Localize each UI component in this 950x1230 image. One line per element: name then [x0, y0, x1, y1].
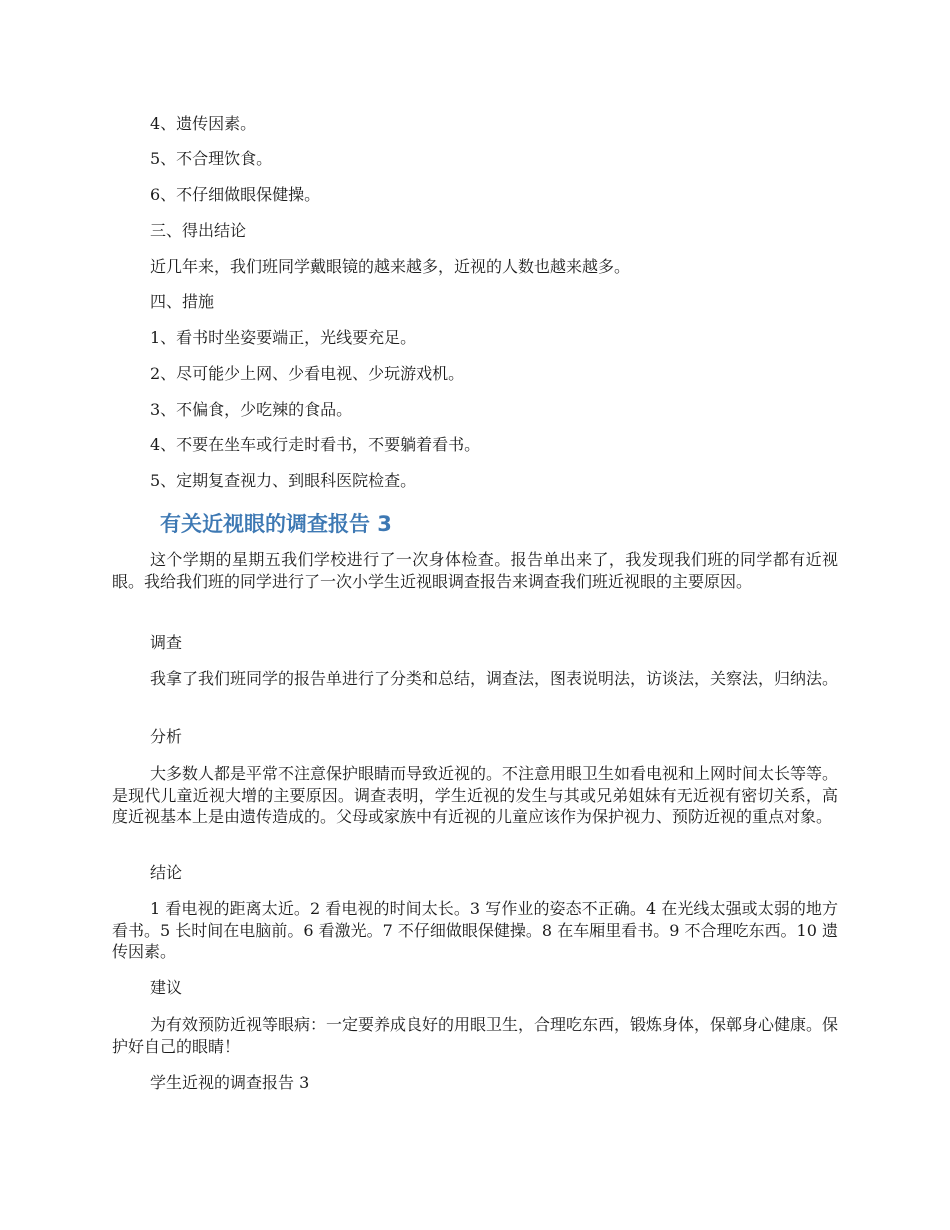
analysis-heading: 分析 [150, 727, 183, 746]
measure-item-2: 2、尽可能少上网、少看电视、少玩游戏机。 [150, 364, 465, 383]
survey-paragraph: 我拿了我们班同学的报告单进行了分类和总结，调查法，图表说明法，访谈法，关察法，归纳法。 [150, 669, 839, 688]
conclusion-statement: 近几年来，我们班同学戴眼镜的越来越多，近视的人数也越来越多。 [150, 257, 631, 276]
intro-paragraph: 这个学期的星期五我们学校进行了一次身体检查。报告单出来了，我发现我们班的同学都有近视眼。我给我们班的同学进行了一次小学生近视眼调查报告来调查我们班近视眼的主要原因。 [112, 550, 838, 591]
section-heading-conclusion: 三、得出结论 [150, 221, 247, 240]
suggestion-heading: 建议 [150, 978, 183, 997]
measure-item-1: 1、看书时坐姿要端正，光线要充足。 [150, 328, 417, 347]
measure-item-4: 4、不要在坐车或行走时看书，不要躺着看书。 [150, 435, 481, 454]
measure-item-3: 3、不偏食，少吃辣的食品。 [150, 400, 353, 419]
list-item-unreasonable-diet: 5、不合理饮食。 [150, 149, 273, 168]
footer-line: 学生近视的调查报告 3 [150, 1073, 310, 1092]
conclusion-heading: 结论 [150, 863, 183, 882]
list-item-eye-exercises: 6、不仔细做眼保健操。 [150, 185, 321, 204]
survey-heading: 调查 [150, 633, 183, 652]
measure-item-5: 5、定期复查视力、到眼科医院检查。 [150, 471, 417, 490]
report-title: 有关近视眼的调查报告 3 [160, 512, 392, 536]
list-item-genetic-factors: 4、遗传因素。 [150, 114, 257, 133]
conclusion-paragraph: 1 看电视的距离太近。2 看电视的时间太长。3 写作业的姿态不正确。4 在光线太强或太弱的地方看书。5 长时间在电脑前。6 看激光。7 不仔细做眼保健操。8 在车厢里看书。9 不合理吃东西。10 遗传因素。 [112, 899, 838, 961]
analysis-paragraph: 大多数人都是平常不注意保护眼睛而导致近视的。不注意用眼卫生如看电视和上网时间太长等等。是现代儿童近视大增的主要原因。调查表明，学生近视的发生与其或兄弟姐妹有无近视有密切关系，高度近视基本上是由遗传造成的。父母或家族中有近视的儿童应该作为保护视力、预防近视的重点对象。 [112, 764, 839, 826]
suggestion-paragraph: 为有效预防近视等眼病：一定要养成良好的用眼卫生，合理吃东西，锻炼身体，保鄣身心健康。保护好自己的眼睛！ [112, 1015, 839, 1056]
section-heading-measures: 四、措施 [150, 292, 215, 311]
